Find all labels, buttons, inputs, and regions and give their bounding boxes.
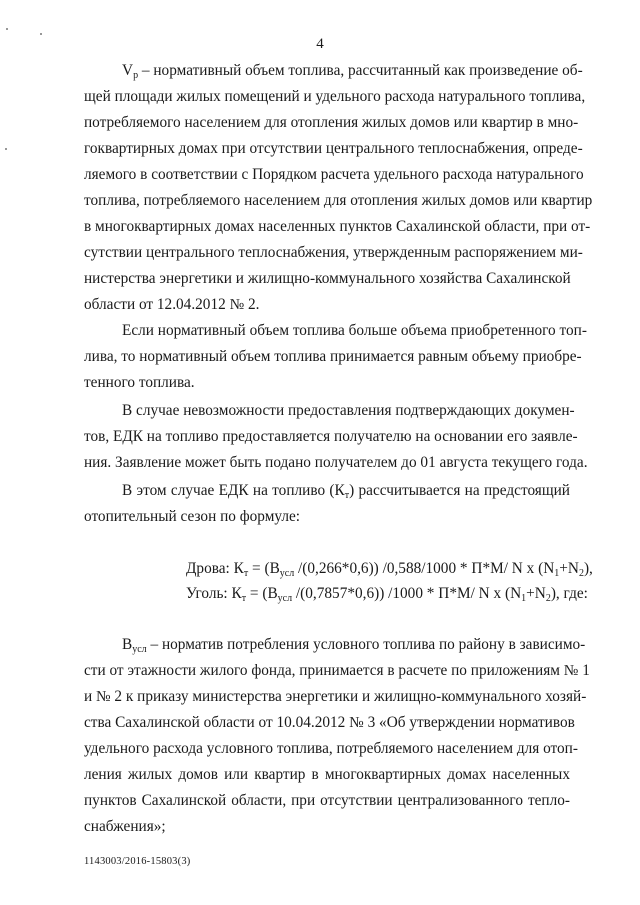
para5-line: и № 2 к приказу министерства энергетики и жилищно-коммунального хозяй- <box>84 688 587 705</box>
para5-line: снабжения»; <box>84 818 166 835</box>
para2-line: Если нормативный объем топлива больше объема приобретенного топ- <box>122 322 587 339</box>
scan-speck <box>6 28 8 30</box>
scan-speck <box>40 33 42 35</box>
para3-line: В случае невозможности предоставления подтверждающих докумен- <box>122 402 575 419</box>
formula-coal: Уголь: $К_т = (В_{усл}$ /(0,7857*0,6)) /1000 * П*М/ N x $(N_1+N_2)$, где: <box>186 585 588 604</box>
document-code: 1143003/2016-15803(3) <box>84 856 191 867</box>
para3-line: тов, ЕДК на топливо предоставляется получателю на основании его заявле- <box>84 428 578 445</box>
para5-line: ства Сахалинской области от 10.04.2012 № 3 «Об утверждении нормативов <box>84 714 575 731</box>
para3-line: ния. Заявление может быть подано получателем до 01 августа текущего года. <box>84 454 588 471</box>
para1-line: гоквартирных домах при отсутствии центрального теплоснабжения, опреде- <box>84 140 583 157</box>
para5-line: сти от этажности жилого фонда, принимается в расчете по приложениям № 1 <box>84 662 590 679</box>
para1-line: области от 12.04.2012 № 2. <box>84 296 260 313</box>
formula-wood: Дрова: $К_т = (В_{усл}$ /(0,266*0,6)) /0,588/1000 * П*М/ N x $(N_1+N_2)$, <box>186 560 593 579</box>
para5-line: ления жилых домов или квартир в многоквартирных домах населенных <box>84 766 570 783</box>
para1-line: топлива, потребляемого населением для отопления жилых домов или квартир <box>84 192 593 209</box>
para4-line: В этом случае ЕДК на топливо $(К_т)$ рассчитывается на предстоящий <box>122 482 570 501</box>
scan-speck <box>5 148 7 150</box>
para1-line: в многоквартирных домах населенных пунктов Сахалинской области, при от- <box>84 218 591 235</box>
para5-line: пунктов Сахалинской области, при отсутствии централизованного тепло- <box>84 792 570 809</box>
para5-line: $В_{усл}$ – норматив потребления условного топлива по району в зависимо- <box>122 636 586 655</box>
para5-line: удельного расхода условного топлива, потребляемого населением для отоп- <box>84 740 578 757</box>
para1-line: сутствии центрального теплоснабжения, утвержденным распоряжением ми- <box>84 244 583 261</box>
para1-line: ляемого в соответствии с Порядком расчета удельного расхода натурального <box>84 166 584 183</box>
para2-line: лива, то нормативный объем топлива принимается равным объему приобре- <box>84 348 582 365</box>
para4-line: отопительный сезон по формуле: <box>84 508 301 525</box>
variable-vp: $V_р$ <box>122 62 139 81</box>
variable-vusl: $В_{усл}$ <box>122 636 147 655</box>
para1-line: нистерства энергетики и жилищно-коммунального хозяйства Сахалинской <box>84 270 571 287</box>
para1-line: потребляемого населением для отопления жилых домов или квартир в мно- <box>84 114 579 131</box>
para1-line: щей площади жилых помещений и удельного расхода натурального топлива, <box>84 88 586 105</box>
para2-line: тенного топлива. <box>84 374 195 391</box>
page-number: 4 <box>316 36 324 52</box>
para1-line: $V_р$ – нормативный объем топлива, рассчитанный как произведение об- <box>122 62 583 81</box>
